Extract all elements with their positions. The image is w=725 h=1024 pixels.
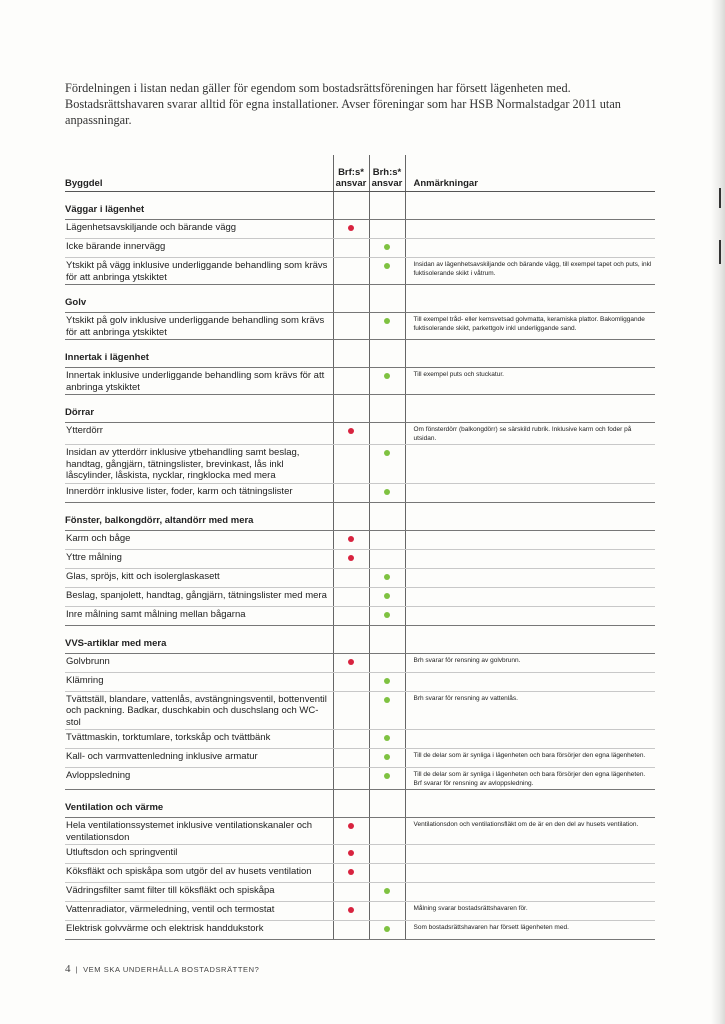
table-row: [65, 691, 655, 730]
brh-cell: [369, 730, 405, 749]
part-name: Vattenradiator, värmeledning, ventil och termostat: [65, 902, 333, 921]
section-cell: [405, 502, 655, 530]
brf-cell: [333, 845, 369, 864]
brf-cell: [333, 549, 369, 568]
brh-cell: [369, 587, 405, 606]
note-text: [405, 845, 655, 864]
brh-responsibility-dot: [384, 612, 390, 618]
note-text: [405, 483, 655, 502]
section-cell: [333, 395, 369, 423]
note-text: Som bostadsrättshavaren har försett lägenheten med.: [405, 921, 655, 940]
brf-cell: [333, 423, 369, 445]
brh-responsibility-dot: [384, 489, 390, 495]
section-cell: [369, 502, 405, 530]
section-title: Golv: [65, 285, 333, 313]
part-name: Karm och båge: [65, 530, 333, 549]
brh-cell: [369, 749, 405, 768]
part-name: Köksfläkt och spiskåpa som utgör del av husets ventilation: [65, 864, 333, 883]
brf-cell: [333, 483, 369, 502]
brh-responsibility-dot: [384, 574, 390, 580]
brf-cell: [333, 368, 369, 395]
brf-cell: [333, 313, 369, 340]
table-body: [65, 192, 655, 940]
section-cell: [405, 790, 655, 818]
note-text: [405, 220, 655, 239]
brh-cell: [369, 768, 405, 790]
section-title: Väggar i lägenhet: [65, 192, 333, 220]
part-name: Insidan av ytterdörr inklusive ytbehandling samt beslag, handtag, gångjärn, tätningslister, brevinkast, lås inkl låscylinder, låskista, nycklar, ringklocka med mera: [65, 445, 333, 484]
table-row: [65, 549, 655, 568]
section-cell: [333, 285, 369, 313]
brf-cell: [333, 653, 369, 672]
table-row: [65, 568, 655, 587]
section-title: Ventilation och värme: [65, 790, 333, 818]
table-row: [65, 902, 655, 921]
table-row: [65, 445, 655, 484]
note-text: Målning svarar bostadsrättshavaren för.: [405, 902, 655, 921]
section-title: Dörrar: [65, 395, 333, 423]
brh-responsibility-dot: [384, 926, 390, 932]
section-cell: [333, 192, 369, 220]
section-cell: [369, 285, 405, 313]
brf-responsibility-dot: [348, 823, 354, 829]
part-name: Ytterdörr: [65, 423, 333, 445]
note-text: Till exempel puts och stuckatur.: [405, 368, 655, 395]
brh-cell: [369, 313, 405, 340]
part-name: Klämring: [65, 672, 333, 691]
responsibility-table: [65, 155, 655, 940]
brh-cell: [369, 423, 405, 445]
brh-cell: [369, 902, 405, 921]
note-text: [405, 445, 655, 484]
brf-responsibility-dot: [348, 907, 354, 913]
table-header-row: [65, 155, 655, 192]
table-row: [65, 423, 655, 445]
brh-responsibility-dot: [384, 773, 390, 779]
section-row: [65, 192, 655, 220]
part-name: Avloppsledning: [65, 768, 333, 790]
note-text: Till de delar som är synliga i lägenheten och bara försörjer den egna lägenheten.: [405, 749, 655, 768]
brf-responsibility-dot: [348, 536, 354, 542]
brf-cell: [333, 902, 369, 921]
brf-responsibility-dot: [348, 869, 354, 875]
brf-cell: [333, 587, 369, 606]
table-row: [65, 730, 655, 749]
part-name: Ytskikt på vägg inklusive underliggande behandling som krävs för att anbringa ytskiktet: [65, 258, 333, 285]
brh-cell: [369, 530, 405, 549]
section-cell: [369, 340, 405, 368]
brf-cell: [333, 768, 369, 790]
part-name: Yttre målning: [65, 549, 333, 568]
section-title: Fönster, balkongdörr, altandörr med mera: [65, 502, 333, 530]
brf-cell: [333, 883, 369, 902]
brf-responsibility-dot: [348, 850, 354, 856]
brf-responsibility-dot: [348, 659, 354, 665]
note-text: Brh svarar för rensning av golvbrunn.: [405, 653, 655, 672]
section-cell: [369, 395, 405, 423]
table-row: [65, 530, 655, 549]
brh-responsibility-dot: [384, 678, 390, 684]
section-title: Innertak i lägenhet: [65, 340, 333, 368]
note-text: [405, 864, 655, 883]
section-cell: [405, 192, 655, 220]
table-row: [65, 313, 655, 340]
brf-cell: [333, 220, 369, 239]
note-text: [405, 568, 655, 587]
brh-cell: [369, 445, 405, 484]
brh-cell: [369, 606, 405, 625]
note-text: Till de delar som är synliga i lägenheten och bara försörjer den egna lägenheten. Brf svarar för rensning av avloppsledning.: [405, 768, 655, 790]
table-row: [65, 672, 655, 691]
note-text: Om fönsterdörr (balkongdörr) se särskild rubrik. Inklusive karm och foder på utsidan.: [405, 423, 655, 445]
section-row: [65, 502, 655, 530]
brh-responsibility-dot: [384, 373, 390, 379]
section-row: [65, 285, 655, 313]
brf-cell: [333, 921, 369, 940]
table-row: [65, 587, 655, 606]
table-row: [65, 483, 655, 502]
section-cell: [405, 395, 655, 423]
section-cell: [333, 340, 369, 368]
note-text: Brh svarar för rensning av vattenlås.: [405, 691, 655, 730]
brh-cell: [369, 653, 405, 672]
table-row: [65, 883, 655, 902]
brh-cell: [369, 483, 405, 502]
note-text: [405, 239, 655, 258]
note-text: Till exempel tråd- eller kemsvetsad golvmatta, keramiska plattor. Bakomliggande fuktisolerande skikt, parkettgolv inkl underliggande sand.: [405, 313, 655, 340]
brf-responsibility-dot: [348, 555, 354, 561]
part-name: Glas, spröjs, kitt och isolerglaskasett: [65, 568, 333, 587]
note-text: [405, 730, 655, 749]
section-cell: [405, 285, 655, 313]
footer-separator: |: [75, 965, 79, 974]
brf-cell: [333, 606, 369, 625]
brf-cell: [333, 568, 369, 587]
section-row: [65, 790, 655, 818]
brh-cell: [369, 883, 405, 902]
section-row: [65, 395, 655, 423]
header-part: Byggdel: [65, 155, 333, 192]
note-text: [405, 883, 655, 902]
section-row: [65, 340, 655, 368]
footer-title: VEM SKA UNDERHÅLLA BOSTADSRÄTTEN?: [83, 965, 260, 974]
brh-responsibility-dot: [384, 244, 390, 250]
part-name: Ytskikt på golv inklusive underliggande behandling som krävs för att anbringa ytskiktet: [65, 313, 333, 340]
part-name: Lägenhetsavskiljande och bärande vägg: [65, 220, 333, 239]
note-text: [405, 530, 655, 549]
table-row: [65, 845, 655, 864]
section-cell: [369, 192, 405, 220]
brh-cell: [369, 921, 405, 940]
brf-cell: [333, 239, 369, 258]
section-cell: [369, 625, 405, 653]
brh-responsibility-dot: [384, 754, 390, 760]
page-edge-mark: [719, 188, 721, 208]
brh-cell: [369, 220, 405, 239]
brf-cell: [333, 864, 369, 883]
part-name: Utluftsdon och springventil: [65, 845, 333, 864]
brh-responsibility-dot: [384, 888, 390, 894]
part-name: Kall- och varmvattenledning inklusive armatur: [65, 749, 333, 768]
header-brf: Brf:s* ansvar: [333, 155, 369, 192]
table-row: [65, 606, 655, 625]
part-name: Hela ventilationssystemet inklusive ventilationskanaler och ventilationsdon: [65, 818, 333, 845]
brf-responsibility-dot: [348, 428, 354, 434]
part-name: Tvättställ, blandare, vattenlås, avstängningsventil, bottenventil och packning. Badkar, duschkabin och duschslang och WC-stol: [65, 691, 333, 730]
table-row: [65, 749, 655, 768]
brf-cell: [333, 258, 369, 285]
note-text: [405, 587, 655, 606]
brh-cell: [369, 864, 405, 883]
part-name: Inre målning samt målning mellan bågarna: [65, 606, 333, 625]
brh-cell: [369, 845, 405, 864]
section-cell: [405, 625, 655, 653]
brh-cell: [369, 549, 405, 568]
table-row: [65, 818, 655, 845]
brh-cell: [369, 818, 405, 845]
brf-cell: [333, 672, 369, 691]
table-row: [65, 258, 655, 285]
intro-text: Fördelningen i listan nedan gäller för egendom som bostadsrättsföreningen har försett lägenheten med. Bostadsrättshavaren svarar alltid för egna installationer. Avser föreningar som har HSB Normalstadgar 2011 utan anpassningar.: [65, 81, 621, 127]
table-row: [65, 368, 655, 395]
part-name: Elektrisk golvvärme och elektrisk handdukstork: [65, 921, 333, 940]
page-footer: [65, 963, 259, 975]
note-text: Insidan av lägenhetsavskiljande och bärande vägg, till exempel tapet och puts, inkl fuktisolerande skikt i våtrum.: [405, 258, 655, 285]
header-brh: Brh:s* ansvar: [369, 155, 405, 192]
brf-cell: [333, 445, 369, 484]
brh-responsibility-dot: [384, 697, 390, 703]
note-text: [405, 606, 655, 625]
brh-cell: [369, 691, 405, 730]
brf-responsibility-dot: [348, 225, 354, 231]
part-name: Tvättmaskin, torktumlare, torkskåp och tvättbänk: [65, 730, 333, 749]
brh-cell: [369, 568, 405, 587]
responsibility-table-wrapper: [65, 155, 655, 940]
brf-cell: [333, 530, 369, 549]
brh-cell: [369, 672, 405, 691]
page-edge-shadow: [711, 0, 725, 1024]
brf-cell: [333, 691, 369, 730]
brf-cell: [333, 749, 369, 768]
note-text: [405, 672, 655, 691]
table-row: [65, 239, 655, 258]
brh-cell: [369, 368, 405, 395]
section-title: VVS-artiklar med mera: [65, 625, 333, 653]
brh-cell: [369, 258, 405, 285]
page-number: 4: [65, 963, 71, 975]
note-text: [405, 549, 655, 568]
page-edge-mark: [719, 240, 721, 264]
note-text: Ventilationsdon och ventilationsfläkt om de är en den del av husets ventilation.: [405, 818, 655, 845]
brh-responsibility-dot: [384, 735, 390, 741]
header-notes: Anmärkningar: [405, 155, 655, 192]
table-row: [65, 864, 655, 883]
part-name: Icke bärande innervägg: [65, 239, 333, 258]
brh-responsibility-dot: [384, 450, 390, 456]
section-cell: [333, 625, 369, 653]
part-name: Beslag, spanjolett, handtag, gångjärn, tätningslister med mera: [65, 587, 333, 606]
part-name: Innerdörr inklusive lister, foder, karm och tätningslister: [65, 483, 333, 502]
table-row: [65, 768, 655, 790]
section-cell: [405, 340, 655, 368]
table-row: [65, 220, 655, 239]
table-row: [65, 921, 655, 940]
section-cell: [333, 790, 369, 818]
part-name: Vädringsfilter samt filter till köksfläkt och spiskåpa: [65, 883, 333, 902]
part-name: Golvbrunn: [65, 653, 333, 672]
brh-responsibility-dot: [384, 318, 390, 324]
brf-cell: [333, 730, 369, 749]
section-cell: [333, 502, 369, 530]
brf-cell: [333, 818, 369, 845]
section-cell: [369, 790, 405, 818]
part-name: Innertak inklusive underliggande behandling som krävs för att anbringa ytskiktet: [65, 368, 333, 395]
brh-responsibility-dot: [384, 593, 390, 599]
section-row: [65, 625, 655, 653]
table-row: [65, 653, 655, 672]
brh-cell: [369, 239, 405, 258]
brh-responsibility-dot: [384, 263, 390, 269]
